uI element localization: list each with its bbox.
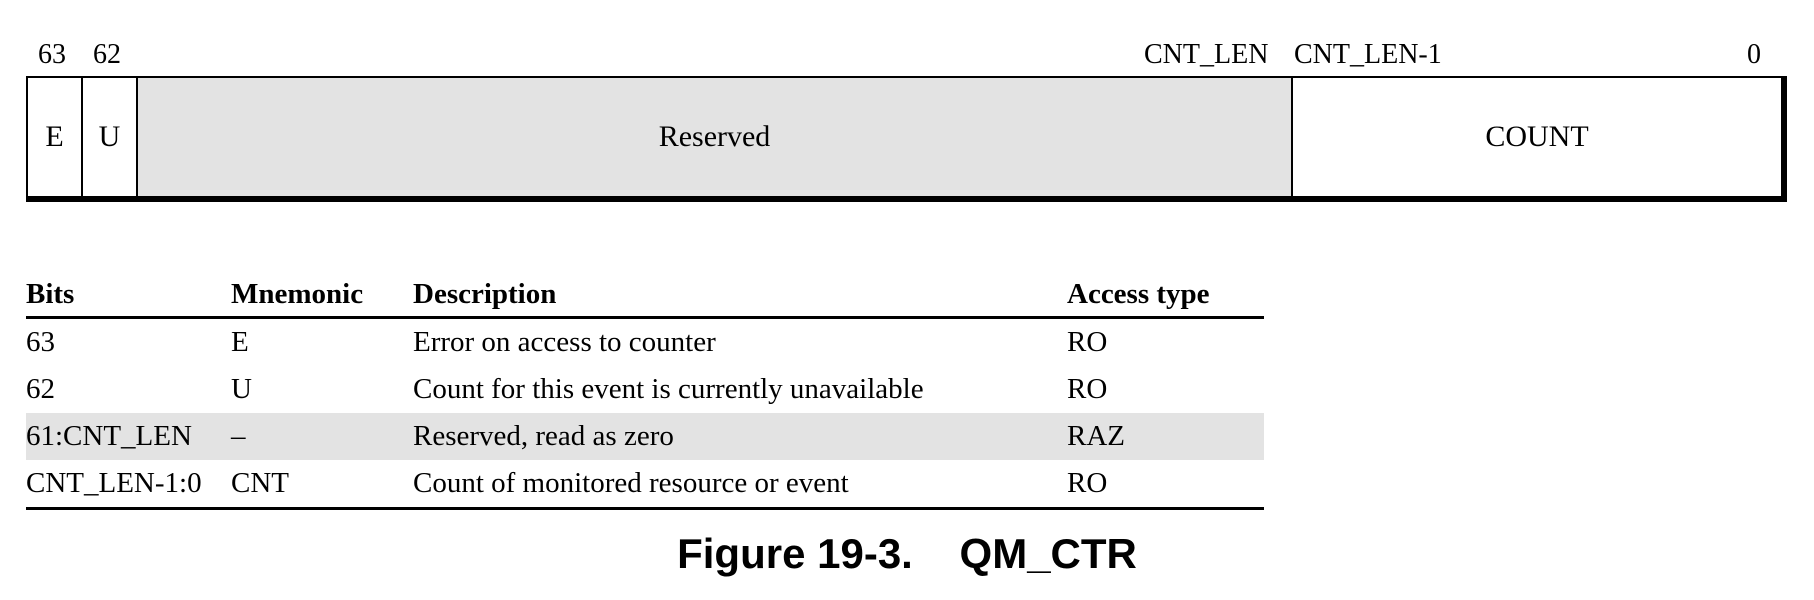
cell-bits: 63 bbox=[26, 326, 55, 358]
table-row bbox=[26, 460, 1264, 509]
figure-caption bbox=[0, 530, 1814, 578]
field-e: E bbox=[28, 78, 83, 196]
figure-title: QM_CTR bbox=[959, 530, 1137, 577]
header-bits: Bits bbox=[26, 270, 231, 318]
cell-access: RO bbox=[1067, 373, 1108, 405]
cell-description: Reserved, read as zero bbox=[413, 413, 1067, 460]
cell-mnemonic: E bbox=[231, 326, 249, 358]
bit-label-cnt-len: CNT_LEN bbox=[1144, 39, 1269, 70]
figure-number: Figure 19-3. bbox=[677, 530, 913, 577]
table-row bbox=[26, 366, 1264, 413]
table-row bbox=[26, 413, 1264, 460]
cell-description: Count of monitored resource or event bbox=[413, 460, 1067, 509]
cell-access: RAZ bbox=[1067, 413, 1264, 460]
table-row bbox=[26, 318, 1264, 367]
field-reserved: Reserved bbox=[138, 78, 1293, 196]
bit-label-0: 0 bbox=[1747, 39, 1761, 70]
field-count: COUNT bbox=[1485, 120, 1589, 153]
cell-mnemonic: – bbox=[231, 413, 413, 460]
cell-access: RO bbox=[1067, 460, 1264, 509]
cell-bits: 62 bbox=[26, 373, 55, 405]
bit-label-63: 63 bbox=[38, 39, 66, 70]
cell-bits: 61:CNT_LEN bbox=[26, 413, 231, 460]
bit-label-cnt-len-minus-1: CNT_LEN-1 bbox=[1294, 39, 1442, 70]
header-access-type: Access type bbox=[1067, 270, 1264, 318]
field-description-table bbox=[26, 270, 1264, 510]
cell-bits: CNT_LEN-1:0 bbox=[26, 460, 231, 509]
cell-mnemonic: U bbox=[231, 373, 252, 405]
bit-label-62: 62 bbox=[93, 39, 121, 70]
cell-mnemonic: CNT bbox=[231, 460, 413, 509]
header-description: Description bbox=[413, 270, 1067, 318]
header-mnemonic: Mnemonic bbox=[231, 270, 413, 318]
field-u: U bbox=[83, 78, 138, 196]
cell-access: RO bbox=[1067, 326, 1108, 358]
register-diagram bbox=[26, 76, 1787, 202]
cell-description: Error on access to counter bbox=[413, 326, 716, 358]
cell-description: Count for this event is currently unavailable bbox=[413, 373, 924, 405]
table-header-row bbox=[26, 270, 1264, 318]
